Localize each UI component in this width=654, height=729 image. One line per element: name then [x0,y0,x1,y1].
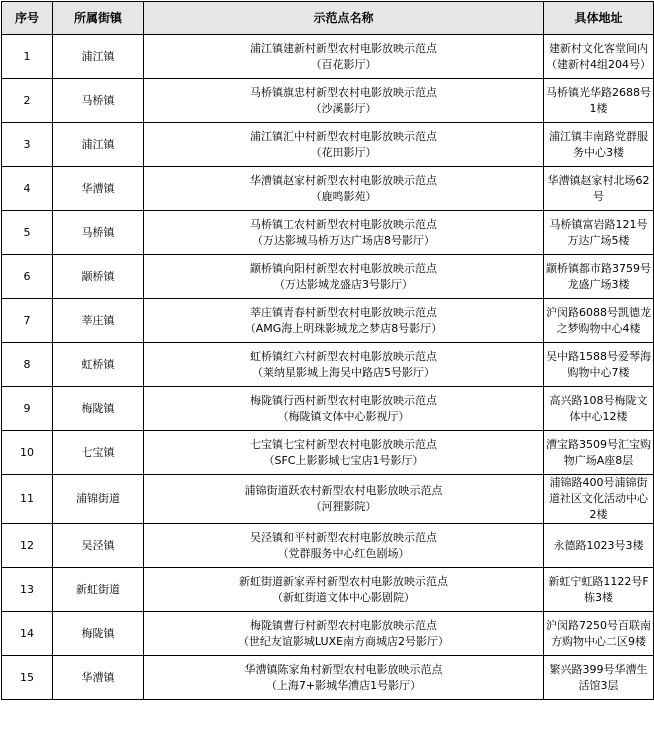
address-line: 体中心12楼 [569,409,628,423]
address-line: 华漕镇赵家村北场62 [547,173,650,187]
table-row [2,35,654,79]
serial-number-cell: 2 [2,79,53,123]
address-cell [544,656,654,700]
address-line: 繁兴路399号华漕生 [549,662,648,676]
site-venue-line: （花田影厅） [310,145,377,159]
serial-number-cell: 10 [2,431,53,475]
address-cell [544,475,654,524]
site-name-line: 浦江镇建新村新型农村电影放映示范点 [250,41,437,55]
address-line: 漕宝路3509号汇宝购 [546,437,651,451]
address-cell [544,612,654,656]
address-cell [544,79,654,123]
table-row [2,123,654,167]
site-name-line: 颛桥镇向阳村新型农村电影放映示范点 [250,261,437,275]
site-name-line: 浦江镇汇中村新型农村电影放映示范点 [250,129,437,143]
street-town-cell: 浦江镇 [53,123,144,167]
site-name-cell [144,387,544,431]
table-row [2,568,654,612]
street-town-cell: 浦江镇 [53,35,144,79]
serial-number-cell: 4 [2,167,53,211]
header-site-name: 示范点名称 [144,2,544,35]
site-name-line: 马桥镇工农村新型农村电影放映示范点 [250,217,437,231]
serial-number-cell: 12 [2,524,53,568]
table-row [2,255,654,299]
site-name-cell [144,79,544,123]
address-line: 活馆3层 [578,678,619,692]
address-line: 务中心3楼 [573,145,624,159]
site-name-cell [144,343,544,387]
site-venue-line: （梅陇镇文体中心影视厅） [277,409,410,423]
address-line: 高兴路108号梅陇文 [549,393,648,407]
address-cell [544,431,654,475]
address-line: 购物中心7楼 [567,365,630,379]
site-venue-line: （世纪友谊影城LUXE南方商城店2号影厅） [237,634,450,648]
table-row [2,475,654,524]
serial-number-cell: 13 [2,568,53,612]
site-venue-line: （莱纳星影城上海吴中路店5号影厅） [252,365,435,379]
site-name-cell [144,656,544,700]
site-name-line: 浦锦街道跃农村新型农村电影放映示范点 [244,484,443,497]
site-name-line: 吴泾镇和平村新型农村电影放映示范点 [250,530,437,544]
address-cell [544,524,654,568]
address-line: 物广场A座8层 [563,453,634,467]
site-name-line: 梅陇镇曹行村新型农村电影放映示范点 [250,618,437,632]
address-cell [544,255,654,299]
street-town-cell: 吴泾镇 [53,524,144,568]
serial-number-cell: 6 [2,255,53,299]
address-line: 沪闵路6088号凯德龙 [546,305,651,319]
address-line: 浦锦路400号浦锦街 [549,476,648,489]
address-line: 颛桥镇都市路3759号 [546,261,651,275]
site-name-line: 马桥镇旗忠村新型农村电影放映示范点 [250,85,437,99]
street-town-cell: 新虹街道 [53,568,144,612]
address-cell [544,568,654,612]
table-header [2,2,654,35]
site-name-line: 华漕镇陈家角村新型农村电影放映示范点 [244,662,443,676]
address-line: 建新村文化客堂间内 [549,41,648,55]
table-row [2,387,654,431]
site-name-cell [144,255,544,299]
address-line: 栋3楼 [584,590,613,604]
site-venue-line: （上海7+影城华漕店1号影厅） [265,678,422,692]
serial-number-cell: 3 [2,123,53,167]
street-town-cell: 华漕镇 [53,167,144,211]
site-name-cell [144,524,544,568]
site-name-cell [144,612,544,656]
site-venue-line: （新虹街道文体中心影剧院） [272,590,415,604]
site-venue-line: （万达影城龙盛店3号影厅） [274,277,413,291]
street-town-cell: 华漕镇 [53,656,144,700]
address-line: 龙盛广场3楼 [567,277,630,291]
serial-number-cell: 1 [2,35,53,79]
street-town-cell: 梅陇镇 [53,387,144,431]
table-row [2,524,654,568]
site-name-line: 七宝镇七宝村新型农村电影放映示范点 [250,437,437,451]
serial-number-cell: 11 [2,475,53,524]
street-town-cell: 马桥镇 [53,211,144,255]
street-town-cell: 梅陇镇 [53,612,144,656]
site-venue-line: （万达影城马桥万达广场店8号影厅） [252,233,435,247]
site-name-line: 新虹街道新家弄村新型农村电影放映示范点 [239,574,448,588]
site-name-cell [144,475,544,524]
site-venue-line: （AMG海上明珠影城龙之梦店8号影厅） [244,321,443,335]
street-town-cell: 马桥镇 [53,79,144,123]
site-venue-line: （鹿鸣影苑） [310,189,377,203]
table-row [2,343,654,387]
address-line: 1楼 [589,101,608,115]
site-name-cell [144,35,544,79]
address-line: 万达广场5楼 [567,233,630,247]
table-row [2,167,654,211]
table-row [2,299,654,343]
serial-number-cell: 7 [2,299,53,343]
site-name-cell [144,431,544,475]
address-line: 方购物中心二区9楼 [551,634,646,648]
address-line: 沪闵路7250号百联南 [546,618,651,632]
table-row [2,79,654,123]
header-serial-number: 序号 [2,2,53,35]
header-street-town: 所属街镇 [53,2,144,35]
site-venue-line: （党群服务中心红色剧场） [277,546,410,560]
site-venue-line: （沙溪影厅） [310,101,377,115]
address-line: 吴中路1588号爱琴海 [546,349,651,363]
header-address: 具体地址 [544,2,654,35]
address-cell [544,343,654,387]
address-line: 永德路1023号3楼 [553,538,644,552]
address-line: 马桥镇富岩路121号 [549,217,648,231]
address-line: 号 [593,189,604,203]
address-cell [544,35,654,79]
address-line: 之梦购物中心4楼 [556,321,641,335]
site-name-cell [144,568,544,612]
address-cell [544,123,654,167]
address-line: 新虹宁虹路1122号F [548,574,649,588]
site-venue-line: （河狸影院） [310,500,377,513]
cinema-demonstration-table [1,1,654,700]
table-row [2,211,654,255]
address-cell [544,211,654,255]
serial-number-cell: 8 [2,343,53,387]
street-town-cell: 颛桥镇 [53,255,144,299]
site-name-line: 虹桥镇红六村新型农村电影放映示范点 [250,349,437,363]
serial-number-cell: 14 [2,612,53,656]
street-town-cell: 七宝镇 [53,431,144,475]
site-venue-line: （百花影厅） [310,57,377,71]
site-name-cell [144,123,544,167]
table-row [2,612,654,656]
table-row [2,431,654,475]
address-line: 马桥镇光华路2688号 [546,85,651,99]
address-cell [544,299,654,343]
address-line: 浦江镇丰南路党群服 [549,129,648,143]
street-town-cell: 浦锦街道 [53,475,144,524]
address-line: （建新村4组204号） [546,57,651,71]
street-town-cell: 虹桥镇 [53,343,144,387]
site-name-line: 华漕镇赵家村新型农村电影放映示范点 [250,173,437,187]
site-name-line: 莘庄镇青春村新型农村电影放映示范点 [250,305,437,319]
address-cell [544,167,654,211]
site-name-line: 梅陇镇行西村新型农村电影放映示范点 [250,393,437,407]
serial-number-cell: 9 [2,387,53,431]
street-town-cell: 莘庄镇 [53,299,144,343]
serial-number-cell: 15 [2,656,53,700]
table-body [2,35,654,700]
site-name-cell [144,211,544,255]
site-name-cell [144,167,544,211]
serial-number-cell: 5 [2,211,53,255]
table-row [2,656,654,700]
site-venue-line: （SFC上影影城七宝店1号影厅） [263,453,424,467]
address-cell [544,387,654,431]
address-line: 道社区文化活动中心2楼 [549,492,648,521]
site-name-cell [144,299,544,343]
header-row [2,2,654,35]
